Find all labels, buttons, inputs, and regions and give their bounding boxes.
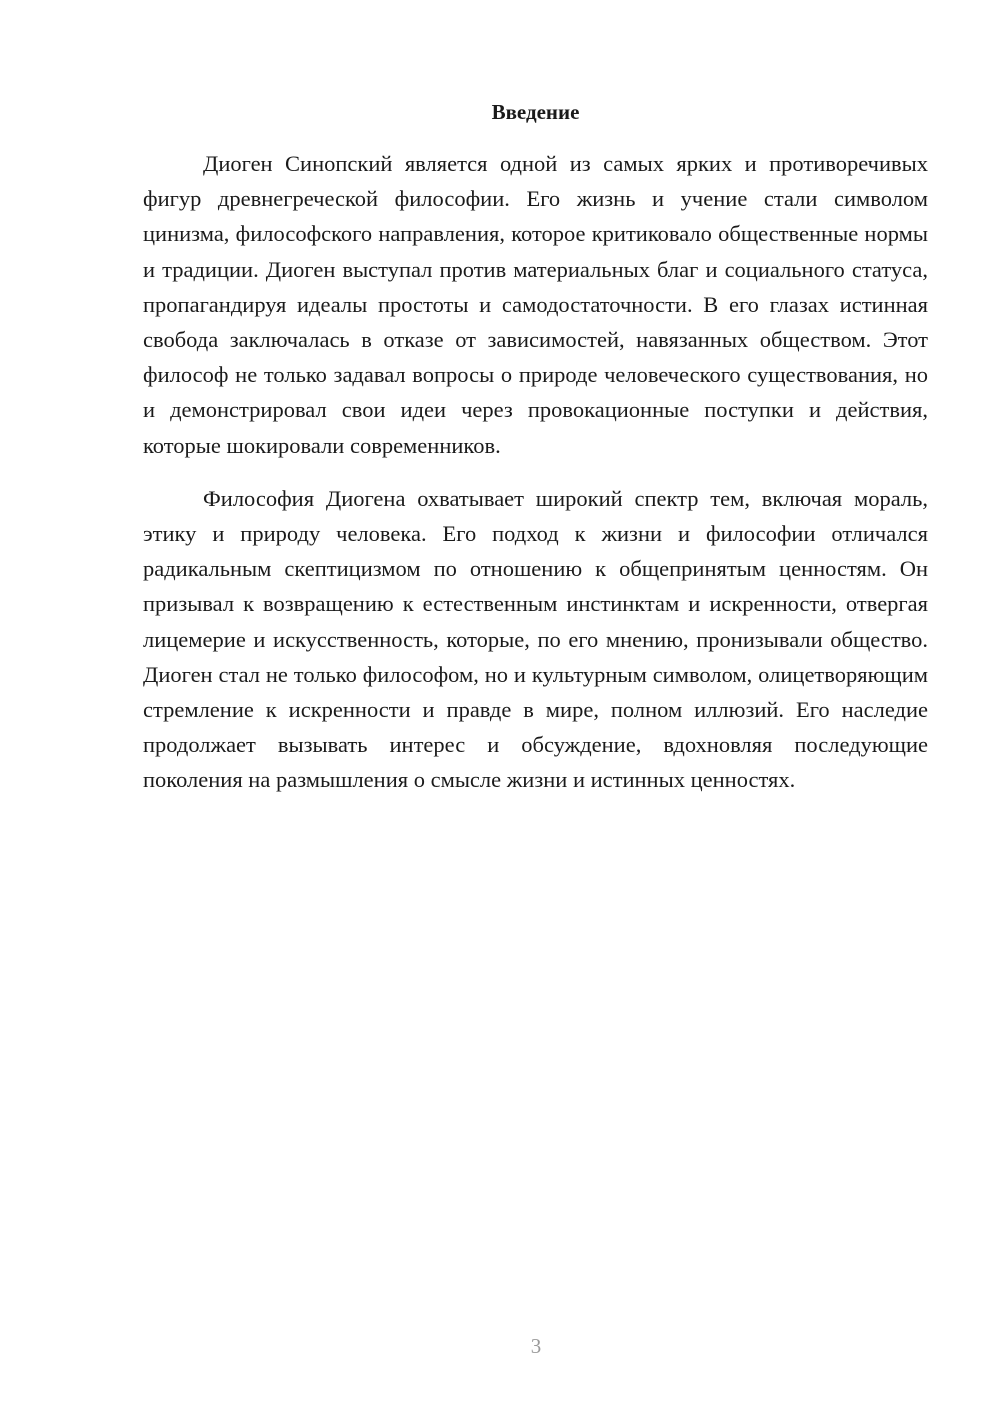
paragraph-2: Философия Диогена охватывает широкий спектр тем, включая мораль, этику и природу человека. Его подход к жизни и философии отличался радикальным скептицизмом по отношению к общепринятым ценностям. Он призывал к возвращению к естественным инстинктам и искренности, отвергая лицемерие и искусственность, которые, по его мнению, пронизывали общество. Диоген стал не только философом, но и культурным символом, олицетворяющим стремление к искренности и правде в мире, полном иллюзий. Его наследие продолжает вызывать интерес и обсуждение, вдохновляя последующие поколения на размышления о смысле жизни и истинных ценностях. xyxy=(143,485,928,793)
page-content xyxy=(143,98,928,798)
section-heading: Введение xyxy=(491,100,580,124)
paragraph-1: Диоген Синопский является одной из самых ярких и противоречивых фигур древнегреческой философии. Его жизнь и учение стали символом цинизма, философского направления, которое критиковало общественные нормы и традиции. Диоген выступал против материальных благ и социального статуса, пропагандируя идеалы простоты и самодостаточности. В его глазах истинная свобода заключалась в отказе от зависимостей, навязанных обществом. Этот философ не только задавал вопросы о природе человеческого существования, но и демонстрировал свои идеи через провокационные поступки и действия, которые шокировали современников. xyxy=(143,151,928,458)
page-number: 3 xyxy=(530,1334,542,1358)
